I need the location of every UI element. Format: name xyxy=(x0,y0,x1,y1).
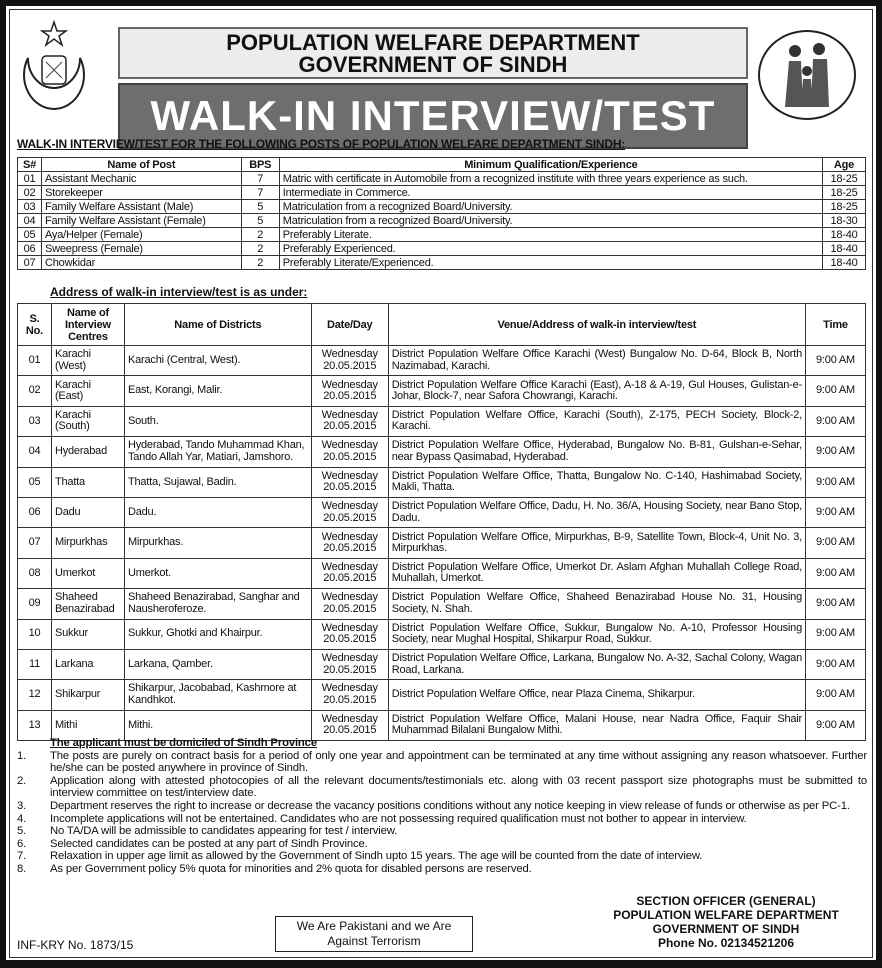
note-number: 3. xyxy=(17,799,27,812)
table-row xyxy=(18,589,866,619)
table-row xyxy=(18,649,866,679)
table-cell: 7 xyxy=(241,172,279,186)
table-row xyxy=(18,437,866,467)
table-cell: District Population Welfare Office Karachi (West) Bungalow No. D-64, Block B, North Nazimabad, Karachi. xyxy=(388,346,805,376)
table-cell: 5 xyxy=(241,200,279,214)
table-cell: 9:00 AM xyxy=(806,376,866,406)
table-cell: 5 xyxy=(241,214,279,228)
note-item xyxy=(17,800,867,813)
table-cell: Matriculation from a recognized Board/University. xyxy=(279,214,822,228)
table-cell: Wednesday 20.05.2015 xyxy=(311,437,388,467)
signature-title: SECTION OFFICER (GENERAL) xyxy=(636,894,816,908)
table-cell: 04 xyxy=(18,214,42,228)
table-cell: 2 xyxy=(241,242,279,256)
note-item xyxy=(17,825,867,838)
title-line-1: POPULATION WELFARE DEPARTMENT xyxy=(226,30,640,55)
address-column-header: Name of Interview Centres xyxy=(51,304,124,346)
table-cell: Mithi. xyxy=(124,710,311,740)
notes-section xyxy=(17,737,867,876)
table-cell: Shaheed Benazirabad, Sanghar and Nausheroferoze. xyxy=(124,589,311,619)
table-cell: District Population Welfare Office, Sukkur, Bungalow No. A-10, Professor Housing Society, near Mughal Hospital, Shikarpur Road, Sukkur. xyxy=(388,619,805,649)
table-cell: 03 xyxy=(18,406,52,436)
posts-column-header: BPS xyxy=(241,158,279,172)
table-cell: Family Welfare Assistant (Male) xyxy=(41,200,241,214)
table-cell: Wednesday 20.05.2015 xyxy=(311,406,388,436)
table-cell: District Population Welfare Office, near Plaza Cinema, Shikarpur. xyxy=(388,680,805,710)
note-number: 5. xyxy=(17,825,27,838)
table-row xyxy=(18,242,866,256)
table-cell: District Population Welfare Office Karachi (East), A-18 & A-19, Gul Houses, Gulistan-e-Johar, Block-7, near Safora Chowrangi, Karachi. xyxy=(388,376,805,406)
table-cell: 10 xyxy=(18,619,52,649)
table-cell: 9:00 AM xyxy=(806,346,866,376)
table-row xyxy=(18,558,866,588)
table-cell: 06 xyxy=(18,242,42,256)
signature-block xyxy=(592,894,860,950)
address-column-header: Time xyxy=(806,304,866,346)
note-text: As per Government policy 5% quota for minorities and 2% quota for disabled persons are reserved. xyxy=(50,862,532,875)
table-cell: Matric with certificate in Automobile from a recognized institute with three years experience as such. xyxy=(279,172,822,186)
table-cell: 9:00 AM xyxy=(806,589,866,619)
table-cell: 18-40 xyxy=(823,228,866,242)
table-cell: 13 xyxy=(18,710,52,740)
title-line-2: GOVERNMENT OF SINDH xyxy=(298,52,568,77)
table-cell: 07 xyxy=(18,528,52,558)
table-cell: Sukkur, Ghotki and Khairpur. xyxy=(124,619,311,649)
table-cell: District Population Welfare Office, Malani House, near Nadra Office, Faquir Shair Muhammad Bilalani Bungalow Mithi. xyxy=(388,710,805,740)
slogan-box xyxy=(275,916,473,952)
table-cell: Sweepress (Female) xyxy=(41,242,241,256)
table-cell: Mirpurkhas xyxy=(51,528,124,558)
note-text: Relaxation in upper age limit as allowed by the Government of Sindh upto 15 years. The age will be counted from the date of interview. xyxy=(50,850,703,863)
signature-phone: Phone No. 02134521206 xyxy=(657,936,795,950)
table-cell: Matriculation from a recognized Board/University. xyxy=(279,200,822,214)
note-number: 4. xyxy=(17,812,27,825)
table-cell: Dadu xyxy=(51,497,124,527)
table-cell: Wednesday 20.05.2015 xyxy=(311,649,388,679)
address-heading: Address of walk-in interview/test is as under: xyxy=(50,285,308,299)
table-cell: Larkana xyxy=(51,649,124,679)
table-cell: Karachi (South) xyxy=(51,406,124,436)
note-item xyxy=(17,775,867,800)
table-cell: East, Korangi, Malir. xyxy=(124,376,311,406)
posts-table xyxy=(17,157,866,270)
address-column-header: Venue/Address of walk-in interview/test xyxy=(388,304,805,346)
table-cell: 05 xyxy=(18,467,52,497)
table-cell: 02 xyxy=(18,186,42,200)
posts-column-header: S# xyxy=(18,158,42,172)
table-cell: 06 xyxy=(18,497,52,527)
table-cell: South. xyxy=(124,406,311,436)
table-cell: 01 xyxy=(18,172,42,186)
table-cell: Karachi (West) xyxy=(51,346,124,376)
table-row xyxy=(18,376,866,406)
table-cell: 9:00 AM xyxy=(806,710,866,740)
table-cell: District Population Welfare Office, Mirpurkhas, B-9, Satellite Town, Block-4, Unit No. 3, Mirpurkhas. xyxy=(388,528,805,558)
table-cell: 02 xyxy=(18,376,52,406)
table-cell: 7 xyxy=(241,186,279,200)
table-cell: Shaheed Benazirabad xyxy=(51,589,124,619)
table-cell: 18-40 xyxy=(823,256,866,270)
table-cell: Aya/Helper (Female) xyxy=(41,228,241,242)
table-cell: Storekeeper xyxy=(41,186,241,200)
table-cell: 05 xyxy=(18,228,42,242)
table-cell: Wednesday 20.05.2015 xyxy=(311,710,388,740)
posts-subtitle: WALK-IN INTERVIEW/TEST FOR THE FOLLOWING POSTS OF POPULATION WELFARE DEPARTMENT SINDH: xyxy=(17,137,626,151)
table-cell: Mirpurkhas. xyxy=(124,528,311,558)
table-cell: Thatta, Sujawal, Badin. xyxy=(124,467,311,497)
table-cell: Shikarpur xyxy=(51,680,124,710)
table-cell: 18-40 xyxy=(823,242,866,256)
table-cell: 18-25 xyxy=(823,200,866,214)
table-cell: 11 xyxy=(18,649,52,679)
table-cell: Wednesday 20.05.2015 xyxy=(311,589,388,619)
table-cell: 9:00 AM xyxy=(806,619,866,649)
table-cell: District Population Welfare Office, Shaheed Benazirabad House No. 31, Housing Society, N. Shah. xyxy=(388,589,805,619)
note-item xyxy=(17,813,867,826)
table-cell: 9:00 AM xyxy=(806,558,866,588)
table-cell: 01 xyxy=(18,346,52,376)
table-cell: District Population Welfare Office, Hyderabad, Bungalow No. B-81, Gulshan-e-Sehar, near Bypass Qasimabad, Hyderabad. xyxy=(388,437,805,467)
notes-heading: The applicant must be domiciled of Sindh Province xyxy=(50,737,317,749)
department-title xyxy=(118,27,748,79)
table-cell: 18-25 xyxy=(823,172,866,186)
table-cell: 12 xyxy=(18,680,52,710)
table-cell: Preferably Literate/Experienced. xyxy=(279,256,822,270)
table-row xyxy=(18,200,866,214)
address-column-header: Date/Day xyxy=(311,304,388,346)
table-row xyxy=(18,186,866,200)
table-cell: Wednesday 20.05.2015 xyxy=(311,376,388,406)
note-text: Department reserves the right to increase or decrease the vacancy positions conditions without any notice keeping in view release of funds or otherwise as per PC-1. xyxy=(50,799,850,812)
posts-column-header: Minimum Qualification/Experience xyxy=(279,158,822,172)
address-column-header: Name of Districts xyxy=(124,304,311,346)
table-cell: Intermediate in Commerce. xyxy=(279,186,822,200)
table-cell: Thatta xyxy=(51,467,124,497)
table-cell: 2 xyxy=(241,228,279,242)
slogan-line-2: Against Terrorism xyxy=(327,934,421,948)
table-cell: Wednesday 20.05.2015 xyxy=(311,528,388,558)
table-row xyxy=(18,619,866,649)
table-cell: Chowkidar xyxy=(41,256,241,270)
posts-column-header: Age xyxy=(823,158,866,172)
note-item xyxy=(17,863,867,876)
table-row xyxy=(18,172,866,186)
table-cell: 9:00 AM xyxy=(806,467,866,497)
note-number: 1. xyxy=(17,749,27,762)
table-cell: 08 xyxy=(18,558,52,588)
table-cell: 04 xyxy=(18,437,52,467)
interview-centres-table xyxy=(17,303,866,741)
table-cell: Wednesday 20.05.2015 xyxy=(311,619,388,649)
table-cell: Shikarpur, Jacobabad, Kashmore at Kandhkot. xyxy=(124,680,311,710)
table-cell: 9:00 AM xyxy=(806,497,866,527)
walk-in-banner: WALK-IN INTERVIEW/TEST xyxy=(118,83,748,149)
table-cell: 9:00 AM xyxy=(806,649,866,679)
table-cell: District Population Welfare Office, Thatta, Bungalow No. C-140, Hashimabad Society, Makli, Thatta. xyxy=(388,467,805,497)
table-row xyxy=(18,467,866,497)
signature-government: GOVERNMENT OF SINDH xyxy=(652,922,800,936)
table-cell: Wednesday 20.05.2015 xyxy=(311,467,388,497)
table-row xyxy=(18,680,866,710)
table-cell: Dadu. xyxy=(124,497,311,527)
note-item xyxy=(17,850,867,863)
table-cell: Larkana, Qamber. xyxy=(124,649,311,679)
table-cell: Karachi (East) xyxy=(51,376,124,406)
table-cell: 9:00 AM xyxy=(806,528,866,558)
table-cell: Karachi (Central, West). xyxy=(124,346,311,376)
table-row xyxy=(18,228,866,242)
note-text: Incomplete applications will not be entertained. Candidates who are not possessing required qualification must not bother to appear in interview. xyxy=(50,812,747,825)
header xyxy=(118,27,748,139)
table-cell: 09 xyxy=(18,589,52,619)
note-text: The posts are purely on contract basis for a period of only one year and appointment can be terminated at any time without assigning any reason whatsoever. Further he/she can be posted anywhere in province of Sindh. xyxy=(50,749,867,775)
population-welfare-family-logo-icon xyxy=(758,30,856,120)
table-cell: Wednesday 20.05.2015 xyxy=(311,558,388,588)
note-text: Application along with attested photocopies of all the relevant documents/testimonials etc. along with 03 recent passport size photographs must be submitted to interview committee on test/interview date. xyxy=(50,774,867,800)
table-cell: Preferably Experienced. xyxy=(279,242,822,256)
table-row xyxy=(18,497,866,527)
table-cell: Hyderabad, Tando Muhammad Khan, Tando Allah Yar, Matiari, Jamshoro. xyxy=(124,437,311,467)
reference-number: INF-KRY No. 1873/15 xyxy=(17,938,134,952)
table-row xyxy=(18,256,866,270)
table-cell: 9:00 AM xyxy=(806,680,866,710)
table-cell: Hyderabad xyxy=(51,437,124,467)
notes-list xyxy=(17,750,867,876)
table-cell: District Population Welfare Office, Karachi (South), Z-175, PECH Society, Block-2, Karachi. xyxy=(388,406,805,436)
table-cell: Family Welfare Assistant (Female) xyxy=(41,214,241,228)
note-item xyxy=(17,750,867,775)
table-cell: Assistant Mechanic xyxy=(41,172,241,186)
note-number: 2. xyxy=(17,774,27,787)
signature-department: POPULATION WELFARE DEPARTMENT xyxy=(613,908,839,922)
table-cell: Preferably Literate. xyxy=(279,228,822,242)
table-cell: Umerkot xyxy=(51,558,124,588)
note-number: 7. xyxy=(17,850,27,863)
table-cell: Wednesday 20.05.2015 xyxy=(311,346,388,376)
note-number: 6. xyxy=(17,837,27,850)
table-cell: 18-25 xyxy=(823,186,866,200)
table-cell: 18-30 xyxy=(823,214,866,228)
table-cell: 07 xyxy=(18,256,42,270)
table-cell: 2 xyxy=(241,256,279,270)
table-cell: Sukkur xyxy=(51,619,124,649)
table-cell: District Population Welfare Office, Dadu, H. No. 36/A, Housing Society, near Bano Stop, Dadu. xyxy=(388,497,805,527)
table-cell: 03 xyxy=(18,200,42,214)
table-row xyxy=(18,406,866,436)
address-column-header: S. No. xyxy=(18,304,52,346)
posts-column-header: Name of Post xyxy=(41,158,241,172)
table-cell: Mithi xyxy=(51,710,124,740)
note-text: Selected candidates can be posted at any part of Sindh Province. xyxy=(50,837,368,850)
note-number: 8. xyxy=(17,862,27,875)
table-cell: 9:00 AM xyxy=(806,406,866,436)
sindh-government-emblem-icon xyxy=(18,18,90,118)
table-cell: District Population Welfare Office, Umerkot Dr. Aslam Afghan Muhallah College Road, Muhallah, Umerkot. xyxy=(388,558,805,588)
table-cell: District Population Welfare Office, Larkana, Bungalow No. A-32, Sachal Colony, Wagan Road, Larkana. xyxy=(388,649,805,679)
table-row xyxy=(18,214,866,228)
note-text: No TA/DA will be admissible to candidates appearing for test / interview. xyxy=(50,825,398,838)
table-row xyxy=(18,346,866,376)
table-cell: Umerkot. xyxy=(124,558,311,588)
note-item xyxy=(17,838,867,851)
table-cell: 9:00 AM xyxy=(806,437,866,467)
slogan-line-1: We Are Pakistani and we Are xyxy=(296,919,452,933)
table-row xyxy=(18,528,866,558)
table-cell: Wednesday 20.05.2015 xyxy=(311,680,388,710)
table-cell: Wednesday 20.05.2015 xyxy=(311,497,388,527)
